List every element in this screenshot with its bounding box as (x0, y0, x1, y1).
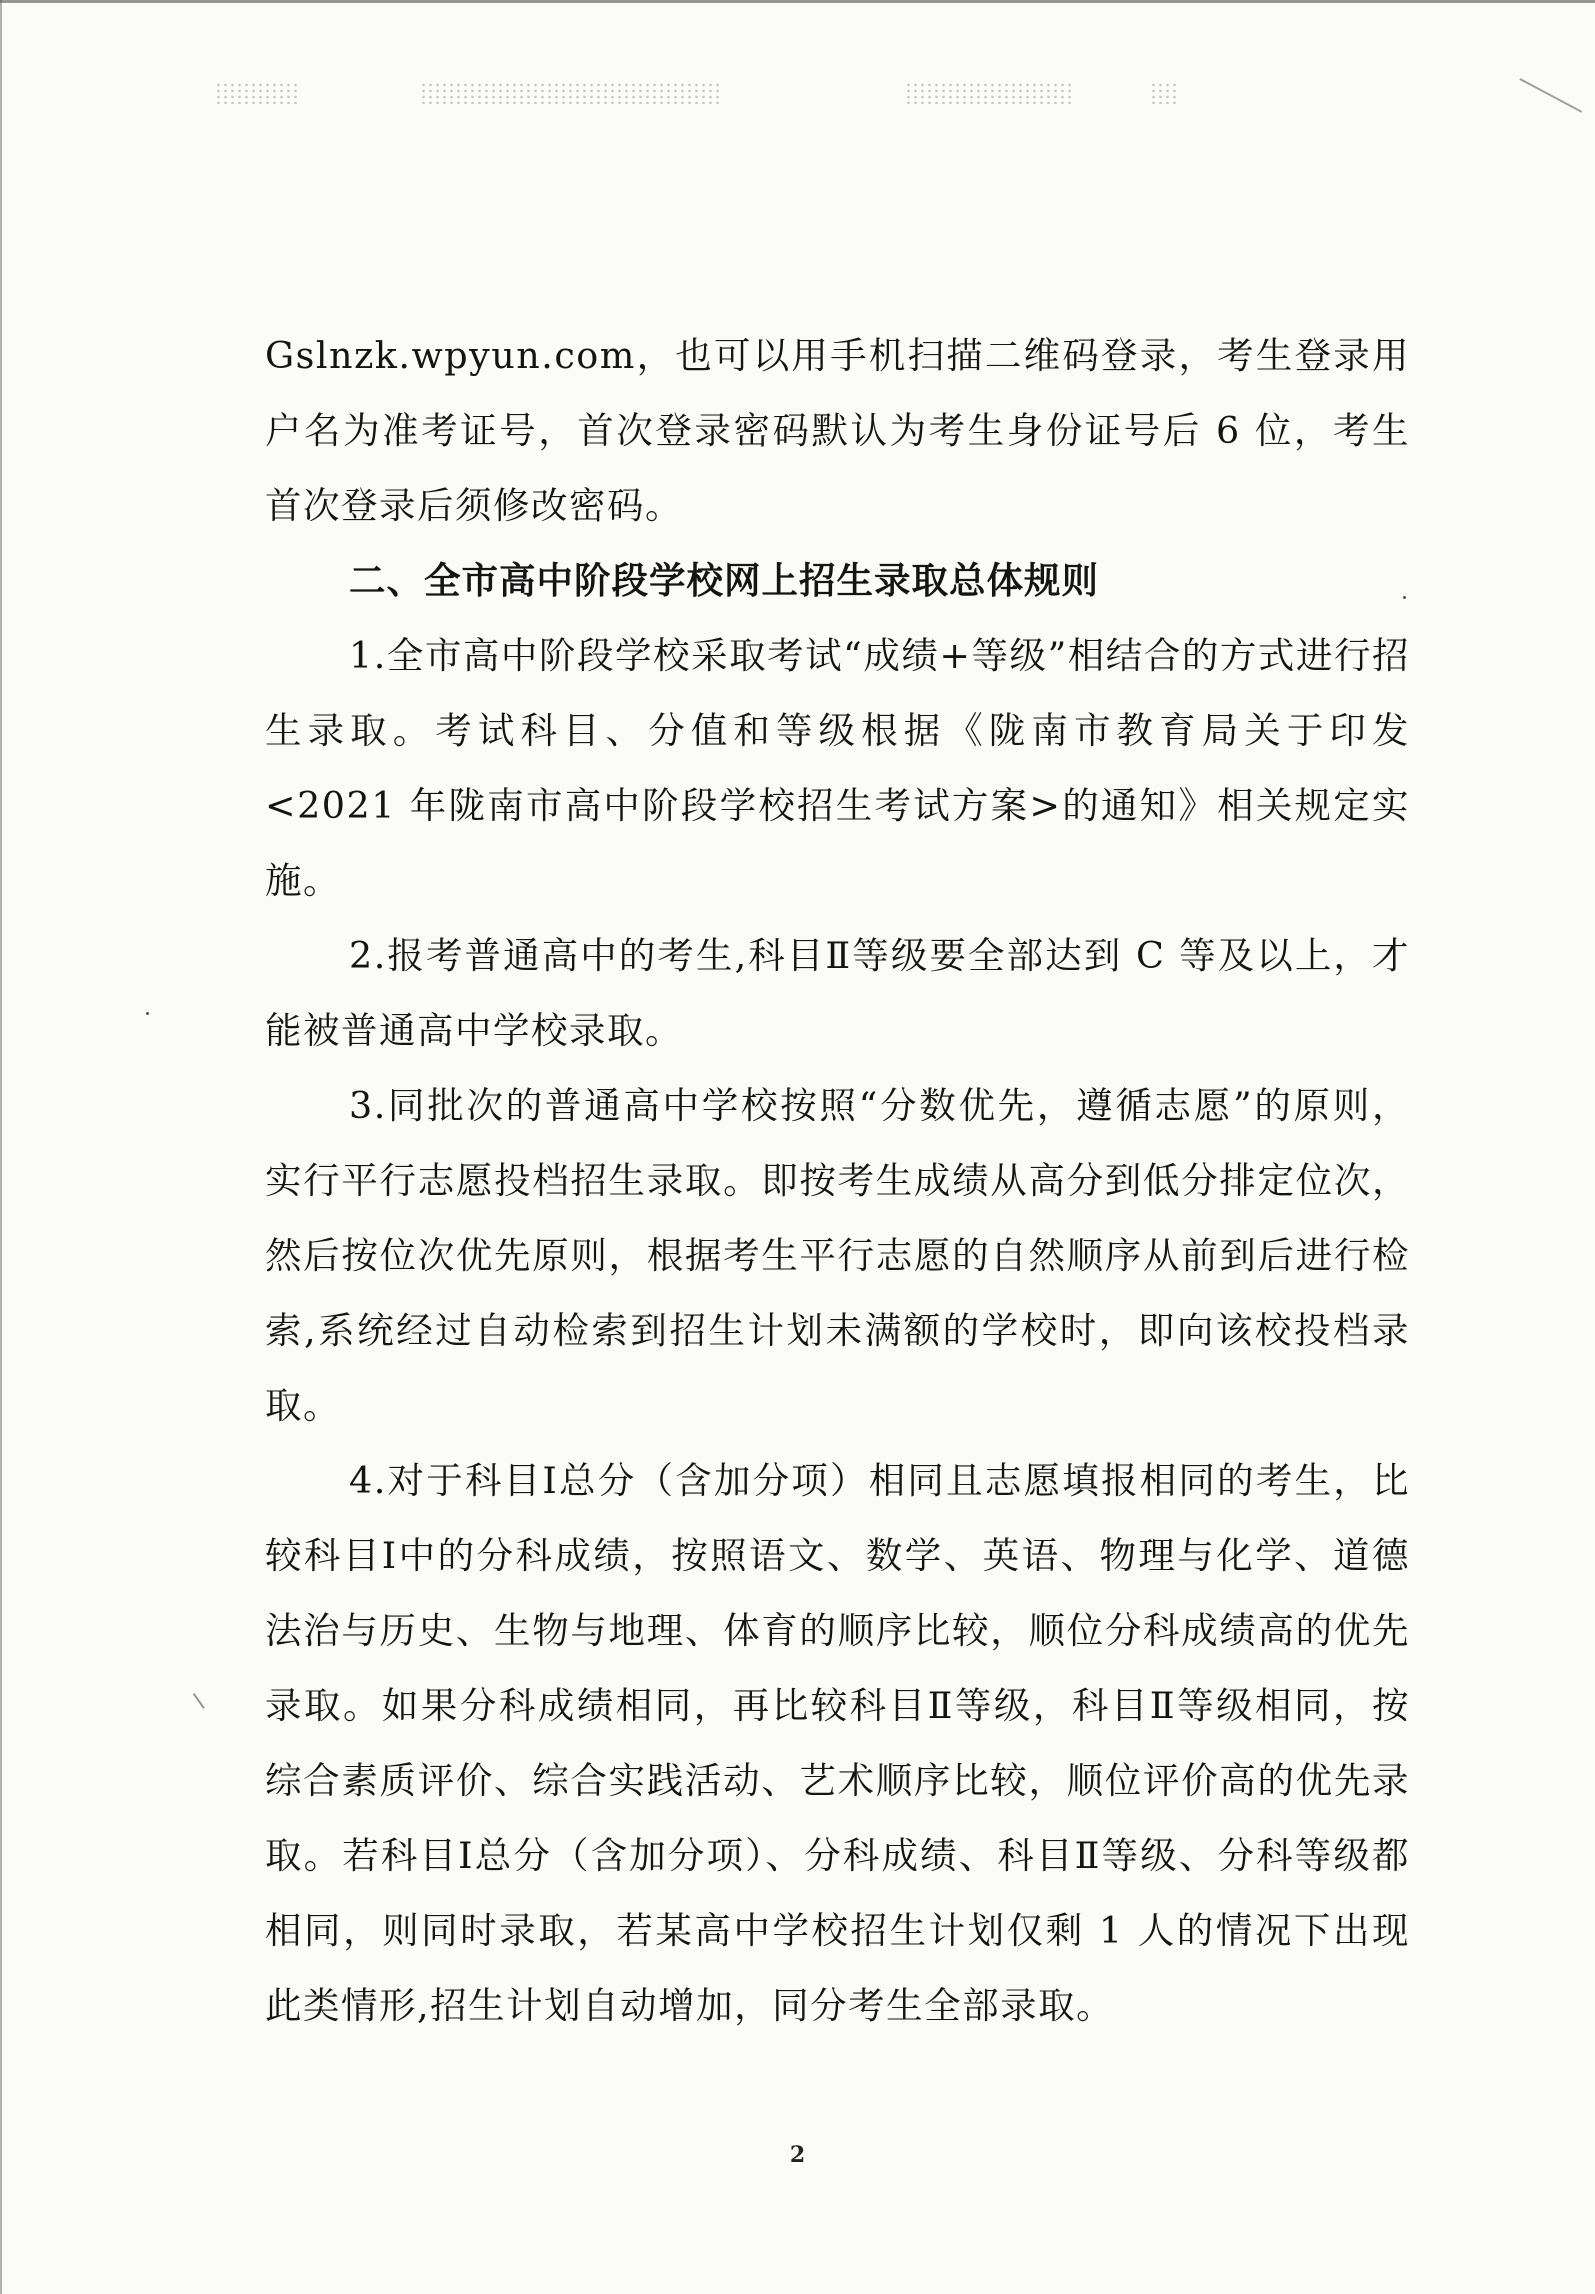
paragraph-login-info: Gslnzk.wpyun.com，也可以用手机扫描二维码登录，考生登录用户名为准考证号，首次登录密码默认为考生身份证号后 6 位，考生首次登录后须修改密码。 (265, 334, 1410, 527)
paragraph-rule-4: 4.对于科目Ⅰ总分（含加分项）相同且志愿填报相同的考生，比较科目Ⅰ中的分科成绩，按照语文、数学、英语、物理与化学、道德法治与历史、生物与地理、体育的顺序比较，顺位分科成绩高的优先录取。如果分科成绩相同，再比较科目Ⅱ等级，科目Ⅱ等级相同，按综合素质评价、综合实践活动、艺术顺序比较，顺位评价高的优先录取。若科目Ⅰ总分（含加分项）、分科成绩、科目Ⅱ等级、分科等级都相同，则同时录取，若某高中学校招生计划仅剩 1 人的情况下出现此类情形,招生计划自动增加，同分考生全部录取。 (265, 1459, 1410, 2027)
scan-edge-left (0, 0, 2, 2294)
scan-noise (215, 82, 300, 104)
scan-noise (420, 82, 720, 104)
paragraph-rule-3: 3.同批次的普通高中学校按照“分数优先，遵循志愿”的原则，实行平行志愿投档招生录取。即按考生成绩从高分到低分排定位次，然后按位次优先原则，根据考生平行志愿的自然顺序从前到后进行检索,系统经过自动检索到招生计划未满额的学校时，即向该校投档录取。 (265, 1084, 1410, 1427)
scan-noise (905, 82, 1075, 104)
document-body (265, 318, 1410, 2043)
paragraph-rule-2: 2.报考普通高中的考生,科目Ⅱ等级要全部达到 C 等及以上，才能被普通高中学校录取。 (265, 934, 1410, 1052)
scan-dot (146, 1012, 149, 1015)
scan-noise (1150, 82, 1180, 104)
scan-corner-mark (1520, 78, 1583, 112)
page-number: 2 (789, 2142, 806, 2168)
scan-stray-mark (193, 1693, 205, 1709)
paragraph-rule-1: 1.全市高中阶段学校采取考试“成绩+等级”相结合的方式进行招生录取。考试科目、分值和等级根据《陇南市教育局关于印发<2021 年陇南市高中阶段学校招生考试方案>的通知》相关规定实施。 (265, 634, 1410, 902)
section-heading: 二、全市高中阶段学校网上招生录取总体规则 (349, 559, 1099, 602)
scan-edge-top (0, 0, 1595, 3)
